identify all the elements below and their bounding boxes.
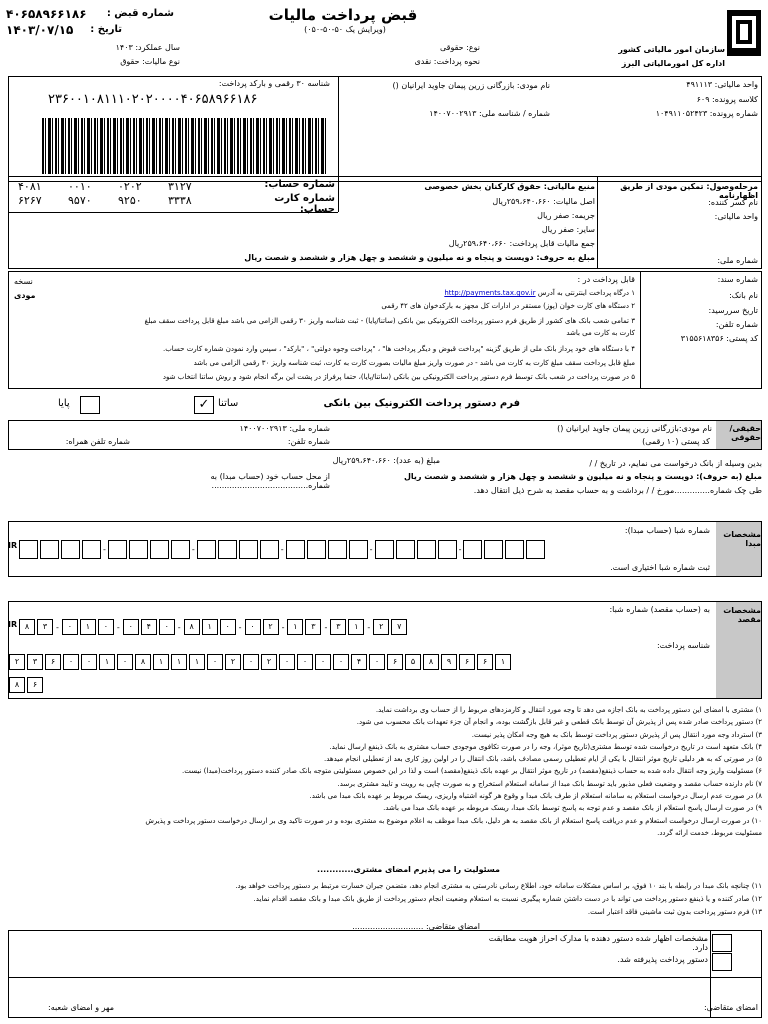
digit-cell: ۱ — [189, 654, 205, 670]
destination-side: مشخصات مقصد — [716, 602, 761, 698]
digit-cell: ۳ — [37, 619, 53, 635]
digit-cell — [171, 540, 190, 559]
satna-label: ساتنا — [218, 398, 239, 409]
form-version: (۰۵۰-۵۰-۵۰ ویرایش یک) — [304, 25, 386, 34]
digit-cell — [463, 540, 482, 559]
cell-separator: - — [238, 622, 242, 632]
digit-cell: ۱ — [495, 654, 511, 670]
paya-label: پایا — [58, 398, 70, 409]
payment-method: نحوه پرداخت: نقدی — [414, 57, 480, 66]
cell-separator: - — [103, 545, 106, 554]
digit-cell: ۰ — [315, 654, 331, 670]
digit-cell — [150, 540, 169, 559]
digit-cell: ۰ — [245, 619, 261, 635]
phone-number: شماره تلفن: — [715, 320, 758, 329]
tax-unit: واحد مالیاتی: ۴۹۱۱۱۳ — [686, 80, 758, 89]
postal-code: کد پستی: ۳۱۵۵۶۱۸۳۵۶ — [680, 334, 758, 343]
paya-checkbox[interactable] — [80, 396, 100, 414]
tax-type: نوع مالیات: حقوق — [120, 57, 180, 66]
digit-cell — [19, 540, 38, 559]
instruction-5: ۵ در صورت پرداخت در شعب بانک توسط فرم دستور پرداخت الکترونیکی بین بانکی (ساتنا/پایا)، حتما پرفراژ در پشت این برگه انجام شود و روش ساتنا انتخاب شود — [162, 373, 635, 381]
amount-digits: مبلغ (به عدد): ۲۵۹،۶۴۰،۶۶۰ریال — [332, 456, 440, 465]
org-name: سازمان امور مالیاتی کشور — [618, 45, 725, 54]
account-number-label: شماره حساب: — [264, 179, 335, 190]
penalty: جریمه: صفر ریال — [537, 211, 595, 220]
payer-postal: کد پستی (۱۰ رقمی) — [642, 437, 710, 446]
request-line: بدین وسیله از بانک درخواست می نمایم، در تاریخ / / — [589, 459, 762, 468]
instruction-1: ۱ درگاه پرداخت اینترنتی به آدرس http://payments.tax.gov.ir — [444, 289, 635, 297]
digit-cell — [417, 540, 436, 559]
digit-cell — [197, 540, 216, 559]
total-payable: جمع مالیات قابل پرداخت: ۲۵۹،۶۴۰،۶۶۰ریال — [448, 239, 595, 248]
destination-sheba-label: به (حساب مقصد) شماره شبا: — [609, 605, 710, 614]
cell-separator: - — [458, 545, 462, 554]
amount-words-line: مبلغ (به حروف): دویست و پنجاه و نه میلیون و ششصد و چهل هزار و ششصد و شصت ریال — [403, 472, 762, 481]
bank-name: نام بانک: — [729, 291, 758, 300]
satna-checkbox[interactable]: ✓ — [194, 396, 214, 414]
instruction-4: ۴ با دستگاه های خود پرداز بانک ملی از طریق گزینه "پرداخت قبوض و دیگر پرداخت ها" ، "پرداخت وجوه دولتی" ، "بارکد" ، سپس وارد نمودن شماره کارت حساب. — [162, 345, 635, 353]
cell-separator: - — [280, 545, 284, 554]
person-type: نوع: حقوقی — [440, 43, 480, 52]
digit-cell — [526, 540, 545, 559]
term-item: ۸) در صورت عدم ارسال درخواست استعلام به سامانه استعلام از طرف بانک مبدا و وقوع هر گونه اشتباه واریزی، ریسک مربوط بر عهده بانک مبدا می باشد. — [309, 792, 762, 801]
digit-cell — [484, 540, 503, 559]
digit-cell — [40, 540, 59, 559]
fiscal-year: سال عملکرد: ۱۴۰۳ — [115, 43, 180, 52]
card-number: ۶۲۶۷ ۹۵۷۰ ۹۲۵۰ ۳۳۳۸ — [18, 194, 192, 207]
digit-cell: ۴ — [141, 619, 157, 635]
terms-list-2 — [8, 880, 762, 919]
order-accepted-checkbox[interactable] — [712, 953, 732, 971]
person-type-side: حقیقی/ حقوقی — [716, 421, 761, 449]
term-item: ۷) نام دارنده حساب مقصد و وضعیت فعلی مذبور باید توسط بانک مبدا از سامانه استعلام استخراج و به صورت چاپی به رویت و تایید مشتری برسد. — [337, 779, 762, 788]
copy-value: مودی — [14, 291, 36, 300]
origin-sheba-label: شماره شبا (حساب مبدا): — [624, 526, 710, 535]
digit-cell: ۲ — [261, 654, 277, 670]
digit-cell: ۸ — [19, 619, 35, 635]
cell-separator: - — [369, 545, 373, 554]
term-item: ۱) مشتری با امضای این دستور پرداخت به بانک اجازه می دهد تا وجه مورد انتقال و کارمزدهای مربوط را از حساب وی برداشت نماید. — [375, 706, 762, 714]
payer-id: شماره ملی: ۱۴۰۰۷۰۰۲۹۱۳ — [239, 424, 330, 433]
digit-cell: ۲ — [373, 619, 389, 635]
due-date: تاریخ سررسید: — [708, 306, 758, 315]
branch-stamp-label: مهر و امضای شعبه: — [48, 1003, 114, 1012]
term-item: ۱۳) فرم دستور پرداخت بدون ثبت ماشینی فاقد اعتبار است. — [587, 908, 762, 916]
digit-cell: ۰ — [369, 654, 385, 670]
digit-cell: ۵ — [405, 654, 421, 670]
digit-cell: ۱ — [80, 619, 96, 635]
term-item: ۱۱) چنانچه بانک مبدا در رابطه با بند ۱۰ فوق، بر اساس مشکلات سامانه خود، اطلاع رسانی نادرستی به مشتری انجام دهد، متضمن جبران خسارت مرتبط بر دستور پرداخت خواهد بود. — [235, 882, 762, 890]
page-title: قبض پرداخت مالیات — [268, 6, 418, 24]
origin-sheba-cells[interactable] — [18, 540, 546, 559]
terms-list — [8, 704, 762, 839]
digit-cell: ۰ — [81, 654, 97, 670]
digit-cell: ۰ — [159, 619, 175, 635]
digit-cell: ۰ — [297, 654, 313, 670]
digit-cell: ۹ — [441, 654, 457, 670]
digit-cell — [505, 540, 524, 559]
digit-cell: ۱ — [99, 654, 115, 670]
term-item: ۴) بانک متعهد است در تاریخ درخواست شده توسط مشتری(تاریخ موثر)، وجه را در صورت تکافوی موجودی حساب مشتری به بانک ذینفع ارسال نماید. — [329, 742, 762, 751]
customer-acceptance: مسئولیت را می پذیرم امضای مشتری............ — [317, 865, 500, 874]
instruction-3: ۳ تمامی شعب بانک های کشور از طریق فرم دستور پرداخت الکترونیکی بین بانکی (ساتنا/پایا) - ثبت شناسه واریز ۳۰ رقمی الزامی می باشد مبلغ قابل پرداخت سقف مبلغ — [144, 317, 635, 325]
taxpayer-name: نام مودی: بازرگانی زرین پیمان جاوید ایرانیان () — [392, 81, 550, 90]
order-accepted-text: دستور پرداخت پذیرفته شد. — [617, 955, 708, 964]
digit-cell: ۰ — [279, 654, 295, 670]
term-item: ۱۰) در صورت ارسال درخواست استعلام و عدم دریافت پاسخ استعلام از بانک مقصد به هر دلیل، بانک مبدا موظف به اعلام موضوع به مشتری بوده و در صورت تاکید وی بر ارسال درخواست دستور پرداخت و پذیرش — [145, 816, 762, 825]
receipt-date: ۱۴۰۳/۰۷/۱۵ — [6, 23, 74, 37]
digit-cell: ۳ — [330, 619, 346, 635]
payments-link[interactable]: http://payments.tax.gov.ir — [444, 289, 536, 297]
digit-cell: ۰ — [117, 654, 133, 670]
digit-cell: ۸ — [184, 619, 200, 635]
digit-cell — [260, 540, 279, 559]
digit-cell: ۰ — [123, 619, 139, 635]
term-item: ۱۲) صادر کننده و یا ذینفع دستور پرداخت می تواند با در دست داشتن شماره پیگیری نسبت به استعلام وضعیت انجام دستور پرداخت از طریق بانک مبدا و بانک مقصد اقدام نماید. — [253, 895, 762, 903]
digit-cell: ۷ — [391, 619, 407, 635]
destination-ir-prefix: IR — [8, 620, 18, 629]
account-number: ۴۰۸۱ ۰۰۱۰ ۰۲۰۲ ۳۱۲۷ — [18, 180, 192, 193]
digit-cell: ۰ — [62, 619, 78, 635]
cell-separator: - — [191, 545, 195, 554]
origin-sheba-note: ثبت شماره شبا اختیاری است. — [610, 563, 710, 572]
term-item: ۶) مسئولیت واریز وجه انتقال داده شده به حساب ذینفع(مقصد) در تاریخ موثر انتقال بر عهده بانک ذینفع(مقصد) است و لذا در این خصوص مسئولیتی متوجه بانک صادر کننده دستور پرداخت(مبدا) نیست. — [182, 767, 762, 776]
digit-cell — [307, 540, 326, 559]
digit-cell: ۳ — [27, 654, 43, 670]
digit-cell — [82, 540, 101, 559]
payment-barcode — [42, 118, 328, 174]
cell-separator: - — [116, 622, 120, 632]
transfer-form-title: فرم دستور پرداخت الکترونیک بین بانکی — [323, 398, 520, 409]
digit-cell: ۰ — [207, 654, 223, 670]
receipt-number: ۴۰۶۵۸۹۶۶۱۸۶ — [6, 7, 87, 21]
document-number: شماره سند: — [717, 275, 758, 284]
date-label: تاریخ : — [90, 24, 122, 35]
digit-cell: ۸ — [135, 654, 151, 670]
cell-separator: - — [324, 622, 328, 632]
org-subname: اداره کل امورمالیاتی البرز — [621, 59, 725, 68]
origin-side: مشخصات مبدا — [716, 522, 761, 576]
destination-box — [8, 601, 762, 699]
digit-cell — [108, 540, 127, 559]
digit-cell — [239, 540, 258, 559]
payer-mobile: شماره تلفن همراه: — [65, 437, 130, 446]
digit-cell: ۲ — [225, 654, 241, 670]
digit-cell: ۶ — [459, 654, 475, 670]
instruction-4b: مبلغ قابل پرداخت سقف مبلغ کارت به کارت می باشد - در صورت واریز مبلغ مالیات بصورت کارت به کارت، ثبت شناسه واریز ۳۰ رقمی الزامی می باشد — [193, 359, 635, 367]
instruction-3b: کارت به کارت می باشد — [566, 329, 635, 337]
file-class: کلاسه پرونده: ۶۰۹ — [696, 95, 758, 104]
origin-ir-prefix: IR — [8, 541, 18, 550]
source-account-line: از محل حساب خود (حساب مبدا) به شماره...................................... — [210, 472, 330, 490]
term-item: ۵) در صورتی که به هر دلیلی تاریخ موثر انتقال با یکی از ایام تعطیلی رسمی مصادف باشد، بانک انتقال را در اولین روز کاری بعد از تعطیلی انجام میدهد. — [324, 755, 762, 764]
file-number: شماره پرونده: ۱۰۴۹۱۱۰۵۲۴۲۳ — [655, 109, 758, 118]
applicant-signature-line: امضای متقاضی: ............................ — [352, 922, 480, 931]
digit-cell — [396, 540, 415, 559]
digit-cell: ۳ — [305, 619, 321, 635]
digit-cell: ۶ — [477, 654, 493, 670]
deductor-unit: واحد مالیاتی: — [714, 212, 758, 221]
digit-cell: ۰ — [333, 654, 349, 670]
digit-cell: ۲ — [263, 619, 279, 635]
digit-cell — [286, 540, 305, 559]
digit-cell: ۶ — [45, 654, 61, 670]
digit-cell — [328, 540, 347, 559]
payment-id-number: ۲۳۶۰۰۱۰۸۱۱۱۰۲۰۲۰۰۰۰۴۰۶۵۸۹۶۶۱۸۶ — [48, 92, 258, 107]
deductor-national-id: شماره ملی: — [717, 256, 758, 265]
term-item: ۲) دستور پرداخت صادر شده پس از پذیرش آن توسط بانک قطعی و غیر قابل بازگشت بوده، و انجام آن جزء تعهدات بانک محسوب می شود. — [356, 718, 762, 727]
digit-cell: ۰ — [243, 654, 259, 670]
digit-cell: ۰ — [98, 619, 114, 635]
instruction-2: ۲ دستگاه های کارت خوان (پوز) مستقر در ادارات کل مجهز به بارکدخوان های ۴۲ رقمی — [381, 302, 635, 310]
digit-cell — [375, 540, 394, 559]
cell-separator: - — [56, 622, 59, 632]
digit-cell — [349, 540, 368, 559]
identity-verified-text: مشخصات اظهار شده دستور دهنده با مدارک احراز هویت مطابقت دارد. — [488, 934, 708, 952]
digit-cell: ۰ — [220, 619, 236, 635]
deductor-name: نام کسر کننده: — [708, 198, 758, 207]
principal-tax: اصل مالیات: ۲۵۹،۶۴۰،۶۶۰ریال — [492, 197, 595, 206]
digit-cell: ۱ — [287, 619, 303, 635]
digit-cell: ۱ — [153, 654, 169, 670]
payment-id-cells — [8, 654, 512, 670]
payer-phone: شماره تلفن: — [287, 437, 330, 446]
digit-cell: ۶ — [387, 654, 403, 670]
term-item: ۹) در صورت ارسال پاسخ استعلام از بانک مقصد و عدم توجه به پاسخ توسط بانک مبدا، ریسک مربوطه بر عهده بانک مبدا می باشد. — [383, 804, 762, 813]
amount-in-words: مبلغ به حروف: دویست و پنجاه و نه میلیون و ششصد و چهل هزار و ششصد و شصت ریال — [244, 253, 595, 262]
digit-cell: ۶ — [27, 677, 43, 693]
copy-label: نسخه — [14, 277, 33, 286]
digit-cell: ۱ — [202, 619, 218, 635]
payer-name: نام مودی:بازرگانی زرین پیمان جاوید ایرانیان () — [557, 424, 712, 433]
digit-cell — [61, 540, 80, 559]
tax-org-logo — [727, 10, 761, 56]
tax-source: منبع مالیاتی: حقوق کارکنان بخش خصوصی — [424, 182, 595, 191]
cell-separator: - — [281, 622, 285, 632]
cell-separator: - — [177, 622, 181, 632]
digit-cell: ۱ — [171, 654, 187, 670]
digit-cell — [438, 540, 457, 559]
digit-cell — [218, 540, 237, 559]
payable-at-label: قابل پرداخت در : — [577, 275, 635, 284]
destination-sheba-cells — [18, 619, 408, 635]
national-id: شماره / شناسه ملی: ۱۴۰۰۷۰۰۲۹۱۳ — [429, 109, 550, 118]
receipt-number-label: شماره قبض : — [106, 8, 174, 19]
digit-cell: ۲ — [9, 654, 25, 670]
cheque-line: طی چک شماره..............مورخ / / برداشت و به حساب مقصد به شرح ذیل انتقال دهد. — [473, 486, 762, 495]
payment-id-cells-2 — [8, 677, 44, 693]
card-number-label: شماره کارت حساب: — [274, 193, 335, 215]
digit-cell: ۱ — [348, 619, 364, 635]
digit-cell: ۸ — [9, 677, 25, 693]
cell-separator: - — [367, 622, 371, 632]
collection-stage: مرحله‌وصول: تمکین مودی از طریق اظهارنامه — [620, 182, 758, 200]
payment-id-label: شناسه پرداخت: — [656, 641, 710, 650]
term-item: ۳) استرداد وجه مورد انتقال پس از پذیرش دستور پرداخت توسط بانک به هیچ وجه امکان پذیر نیست. — [471, 730, 762, 739]
applicant-signature-label: امضای متقاضی: — [703, 1003, 758, 1012]
other-charges: سایر: صفر ریال — [541, 225, 595, 234]
barcode-label: شناسه ۳۰ رقمی و بارکد پرداخت: — [218, 79, 330, 88]
term-item: مسئولیت مربوط، خدمت ارائه گردد. — [657, 828, 762, 837]
identity-verified-checkbox[interactable] — [712, 934, 732, 952]
digit-cell — [129, 540, 148, 559]
digit-cell: ۰ — [63, 654, 79, 670]
digit-cell: ۸ — [423, 654, 439, 670]
digit-cell: ۴ — [351, 654, 367, 670]
